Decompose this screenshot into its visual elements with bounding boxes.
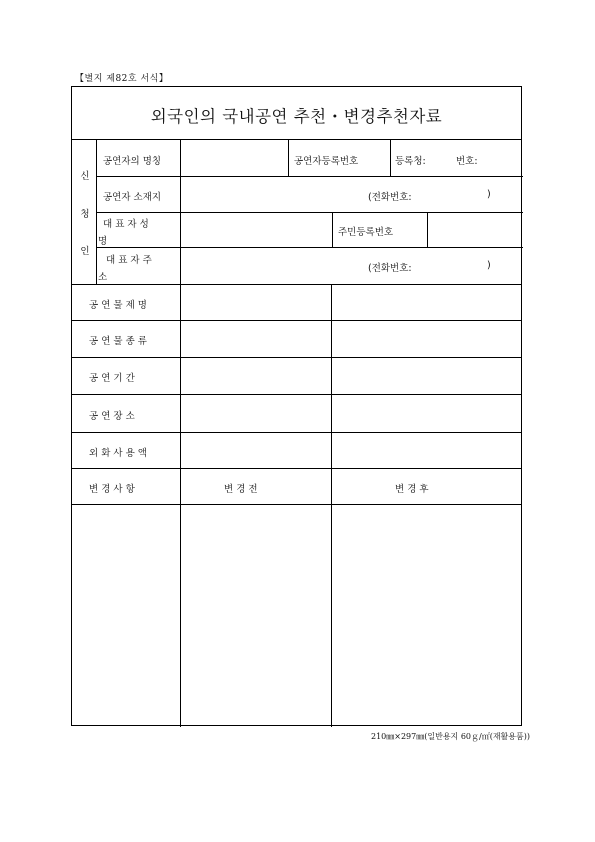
rep-address-label: 대 표 자 주 <box>106 255 152 266</box>
foreign-currency-label: 외 화 사 용 액 <box>89 448 147 459</box>
applicant-side-label-3: 인 <box>80 246 90 257</box>
rep-name-label-cont: 명 <box>98 236 108 247</box>
rep-name-label: 대 표 자 성 <box>103 219 149 230</box>
reg-office-label: 등록청: <box>395 156 426 167</box>
after-change-label: 변 경 후 <box>395 484 429 495</box>
performance-period-label: 공 연 기 간 <box>89 373 135 384</box>
change-items-label: 변 경 사 항 <box>89 484 135 495</box>
performance-type-label: 공 연 물 종 류 <box>89 336 147 347</box>
performance-venue-label: 공 연 장 소 <box>89 411 135 422</box>
form-number-header: 【별지 제82호 서식】 <box>75 74 169 84</box>
phone-close-paren-1: ) <box>487 189 491 200</box>
recommendation-form <box>71 86 522 726</box>
applicant-side-label-2: 청 <box>80 209 90 220</box>
form-title: 외국인의 국내공연 추천・변경추천자료 <box>150 107 443 126</box>
performer-name-label: 공연자의 명칭 <box>103 156 162 167</box>
paper-spec-footer: 210㎜×297㎜(일반용지 60ｇ/㎡(재활용품)) <box>371 732 530 741</box>
performer-reg-number-label: 공연자등록번호 <box>294 156 359 167</box>
resident-number-label: 주민등록번호 <box>338 227 394 238</box>
rep-address-label-cont: 소 <box>98 272 108 283</box>
phone-label-1: (전화번호: <box>368 192 412 203</box>
reg-number-label: 번호: <box>456 156 478 167</box>
phone-close-paren-2: ) <box>487 260 491 271</box>
performance-title-label: 공 연 물 제 명 <box>89 300 147 311</box>
phone-label-2: (전화번호: <box>368 263 412 274</box>
performer-address-label: 공연자 소재지 <box>103 192 162 203</box>
before-change-label: 변 경 전 <box>224 484 258 495</box>
applicant-side-label-1: 신 <box>80 171 90 182</box>
